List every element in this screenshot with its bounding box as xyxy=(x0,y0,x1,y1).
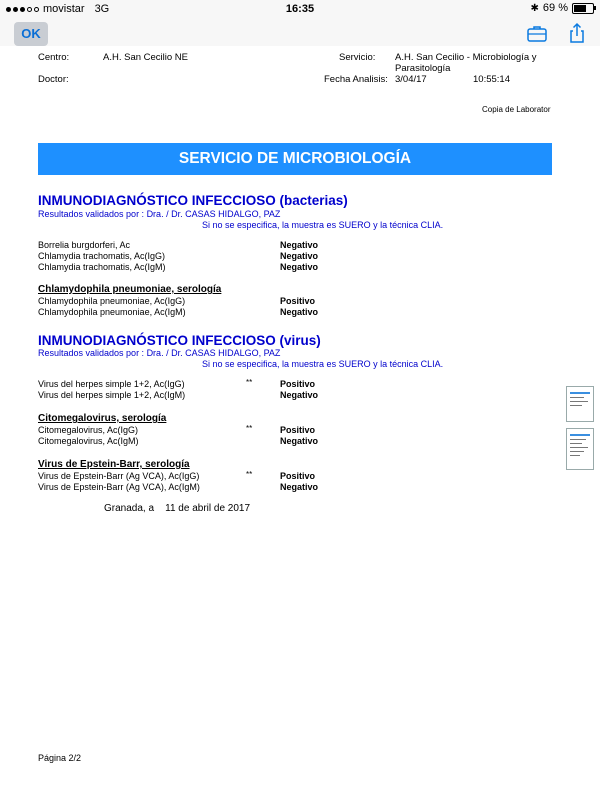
page-thumbnail-2[interactable] xyxy=(566,428,594,470)
test-result: Positivo xyxy=(280,471,316,481)
status-right xyxy=(531,2,594,14)
flag-mark: ** xyxy=(246,424,253,433)
test-result: Negativo xyxy=(280,307,319,317)
test-result: Negativo xyxy=(280,251,319,261)
bluetooth-icon: ✱ xyxy=(530,2,539,14)
servicio-value-1: A.H. San Cecilio - Microbiología y xyxy=(395,52,537,63)
subsection-chlamydophila: Chlamydophila pneumoniae, serología xyxy=(38,284,222,295)
doctor-label: Doctor: xyxy=(38,74,69,85)
network-label: 3G xyxy=(94,3,110,15)
test-result: Positivo xyxy=(280,379,316,389)
fecha-value: 3/04/17 xyxy=(395,74,427,85)
copia-label: Copia de Laborator xyxy=(482,105,551,114)
ok-button[interactable]: OK xyxy=(14,22,48,46)
fecha-label: Fecha Analisis: xyxy=(324,74,388,85)
hora-value: 10:55:14 xyxy=(473,74,510,85)
test-name: Borrelia burgdorferi, Ac xyxy=(38,240,131,250)
test-result: Positivo xyxy=(280,296,316,306)
share-icon[interactable] xyxy=(566,22,588,44)
note-bacterias: Si no se especifica, la muestra es SUERO y la técnica CLIA. xyxy=(202,220,444,230)
test-result: Negativo xyxy=(280,262,319,272)
centro-value: A.H. San Cecilio NE xyxy=(103,52,189,63)
section-title-bacterias: INMUNODIAGNÓSTICO INFECCIOSO (bacterias) xyxy=(38,193,348,208)
test-result: Negativo xyxy=(280,436,319,446)
flag-mark: ** xyxy=(246,378,253,387)
page-thumbnail-1[interactable] xyxy=(566,386,594,422)
validated-virus: Resultados validados por : Dra. / Dr. CASAS HIDALGO, PAZ xyxy=(38,348,281,358)
note-virus: Si no se especifica, la muestra es SUERO y la técnica CLIA. xyxy=(202,359,444,369)
status-time: 16:35 xyxy=(285,3,315,15)
subsection-ebv: Virus de Epstein-Barr, serología xyxy=(38,459,190,470)
clipped-header-line xyxy=(38,42,518,48)
carrier-label: movistar xyxy=(43,3,85,15)
test-name: Virus del herpes simple 1+2, Ac(IgM) xyxy=(38,390,186,400)
servicio-label: Servicio: xyxy=(339,52,376,63)
test-name: Citomegalovirus, Ac(IgM) xyxy=(38,436,139,446)
test-result: Positivo xyxy=(280,425,316,435)
page-title: SERVICIO DE MICROBIOLOGÍA xyxy=(178,150,412,167)
test-result: Negativo xyxy=(280,390,319,400)
page-thumbnails xyxy=(566,386,594,476)
centro-label: Centro: xyxy=(38,52,70,63)
validated-bacterias: Resultados validados por : Dra. / Dr. CASAS HIDALGO, PAZ xyxy=(38,209,281,219)
battery-percent: 69 % xyxy=(542,2,568,14)
briefcase-icon[interactable] xyxy=(526,22,548,44)
battery-icon xyxy=(572,3,594,14)
test-result: Negativo xyxy=(280,240,319,250)
section-title-virus: INMUNODIAGNÓSTICO INFECCIOSO (virus) xyxy=(38,333,321,348)
test-name: Virus de Epstein-Barr (Ag VCA), Ac(IgM) xyxy=(38,482,200,492)
test-name: Chlamydophila pneumoniae, Ac(IgG) xyxy=(38,296,186,306)
flag-mark: ** xyxy=(246,470,253,479)
test-name: Citomegalovirus, Ac(IgG) xyxy=(38,425,139,435)
page-number: Página 2/2 xyxy=(38,753,82,763)
test-name: Virus de Epstein-Barr (Ag VCA), Ac(IgG) xyxy=(38,471,200,481)
servicio-value-2: Parasitología xyxy=(395,63,451,74)
test-result: Negativo xyxy=(280,482,319,492)
test-name: Chlamydophila pneumoniae, Ac(IgM) xyxy=(38,307,186,317)
pdf-document[interactable] xyxy=(0,46,600,800)
status-bar xyxy=(0,0,600,18)
test-name: Chlamydia trachomatis, Ac(IgG) xyxy=(38,251,166,261)
title-bar xyxy=(38,143,552,175)
place-date: Granada, a 11 de abril de 2017 xyxy=(104,503,251,514)
test-name: Chlamydia trachomatis, Ac(IgM) xyxy=(38,262,166,272)
subsection-cmv: Citomegalovirus, serología xyxy=(38,413,167,424)
test-name: Virus del herpes simple 1+2, Ac(IgG) xyxy=(38,379,185,389)
